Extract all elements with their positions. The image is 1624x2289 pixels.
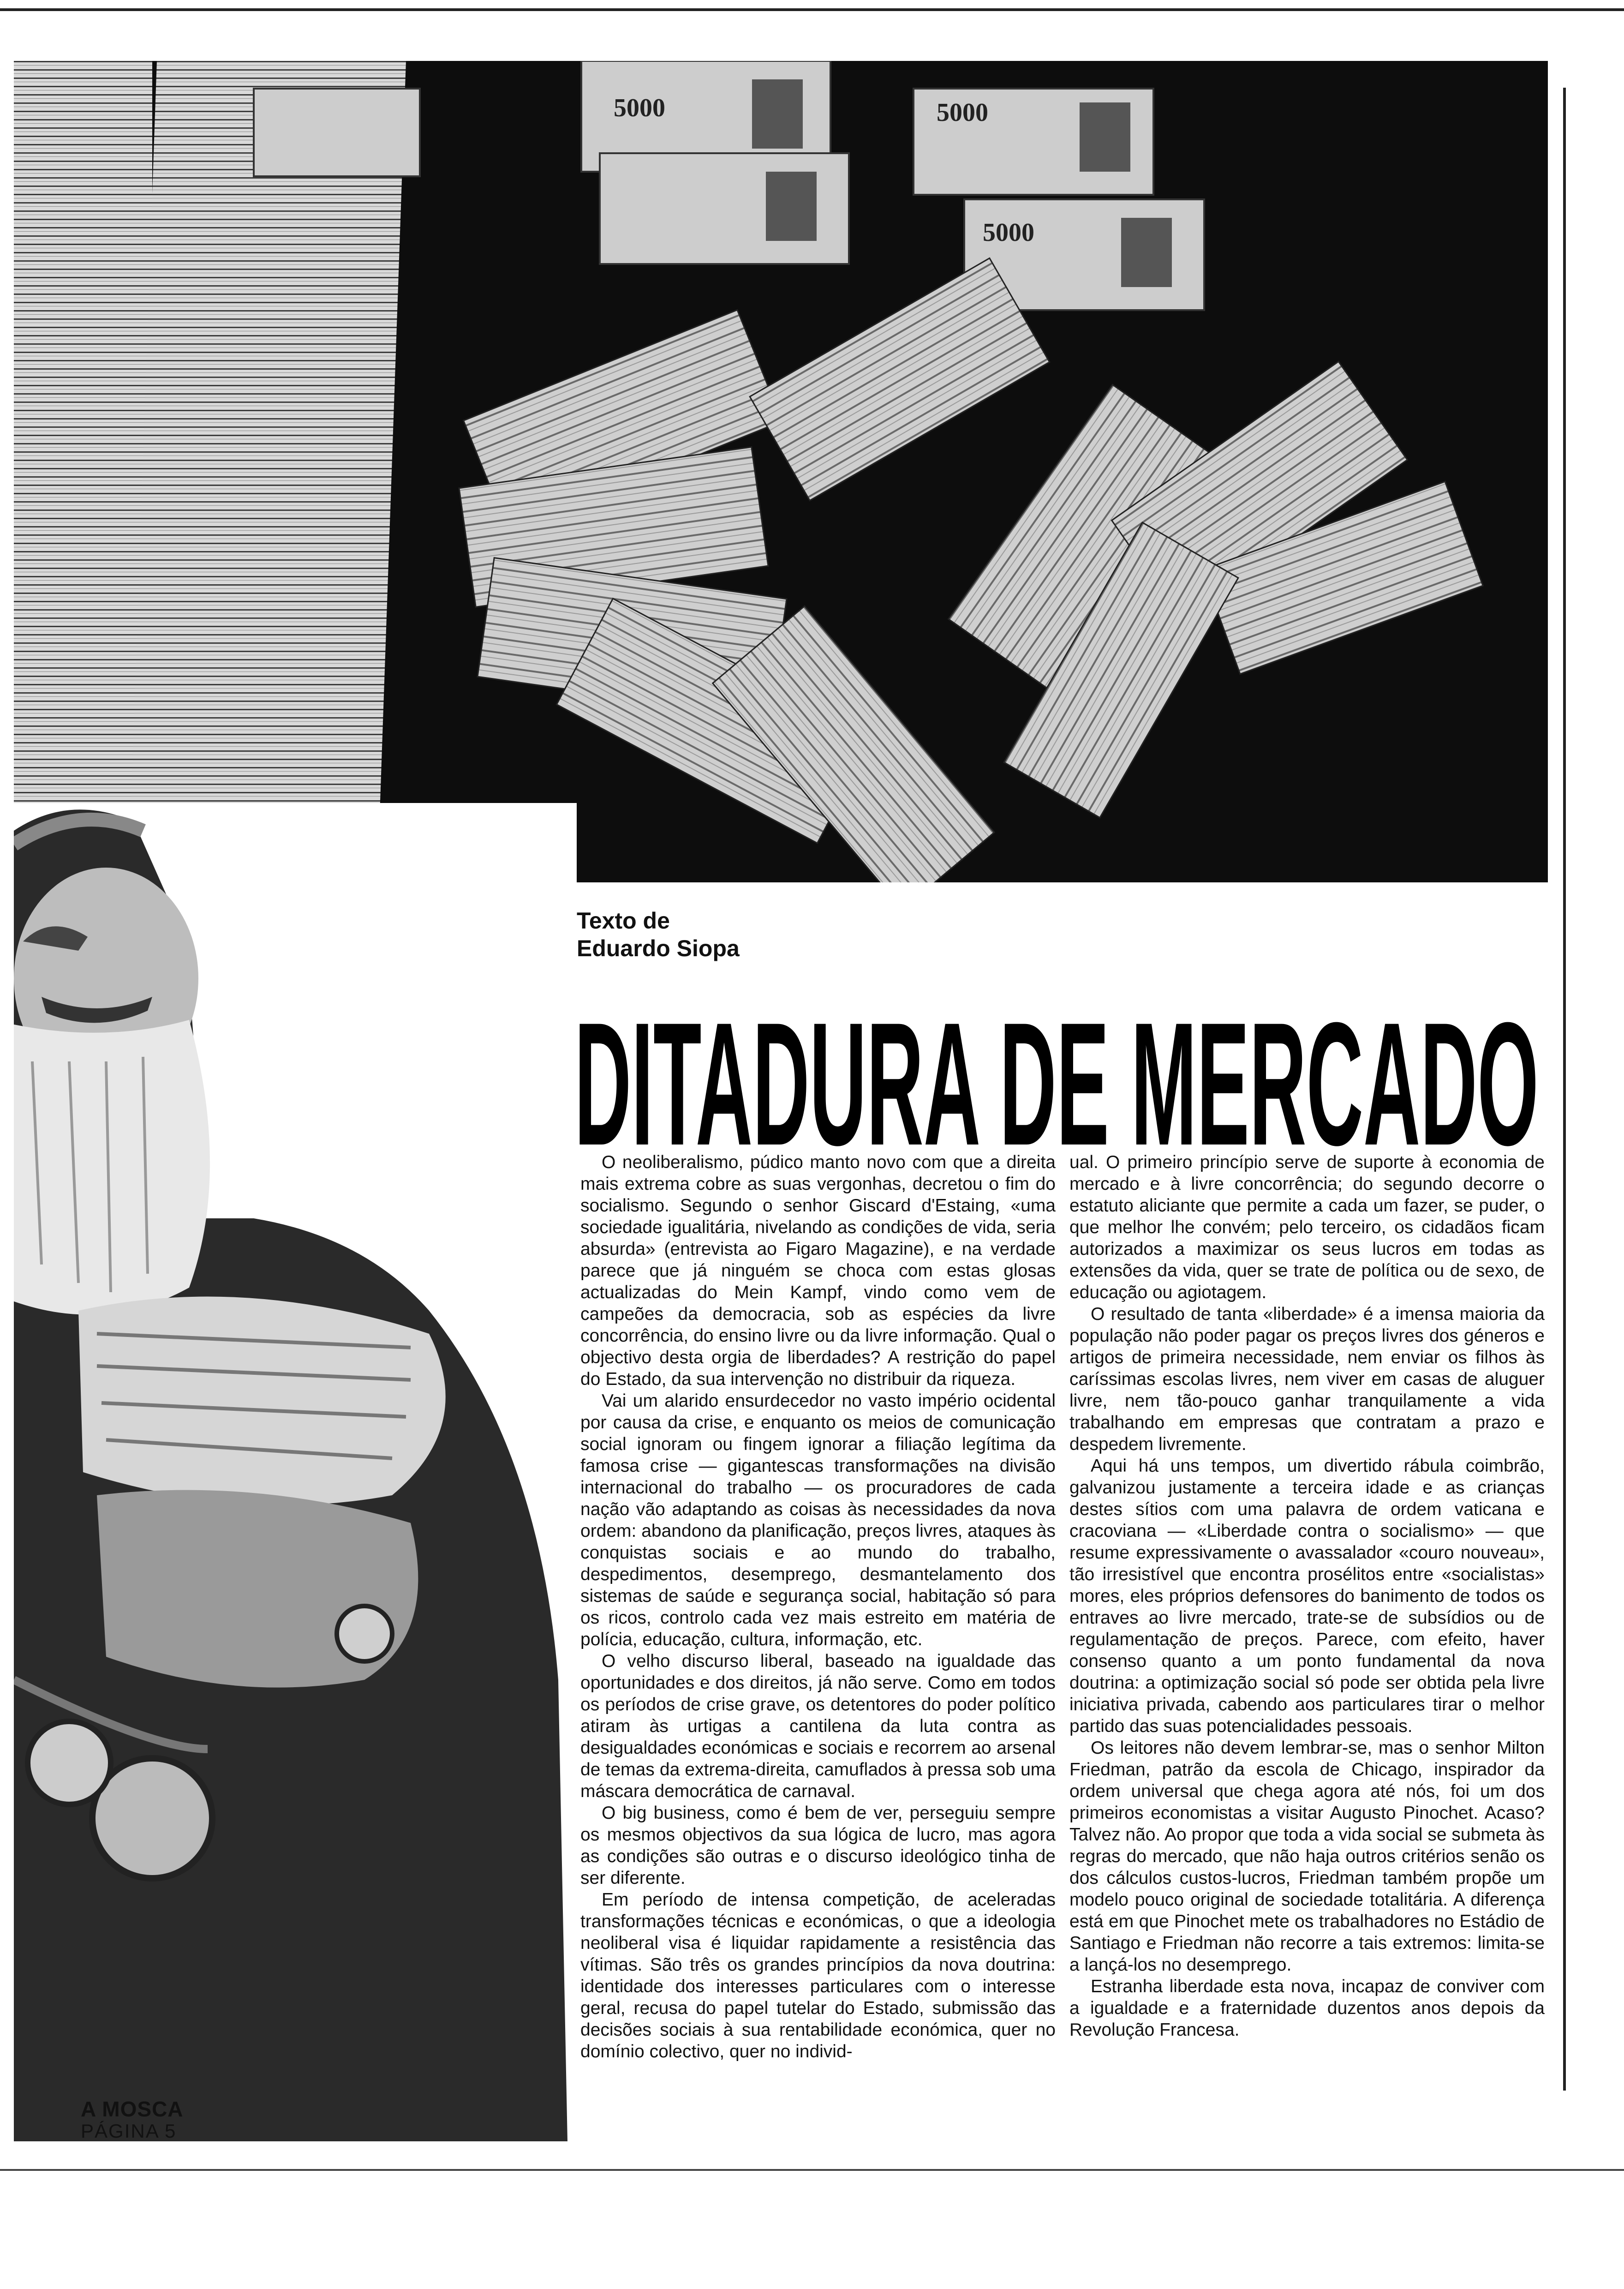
frame-rule-right <box>1563 88 1566 2091</box>
article-paragraph: O neoliberalismo, púdico manto novo com que a direita mais extrema cobre as suas vergonhas, decretou o fim do socialismo. Segundo o senhor Giscard d'Estaing, «uma sociedade igualitária, nivelando as condições de vida, seria absurda» (entrevista ao Figaro Magazine), e na verdade parece que já ninguém se choca com estas glosas actualizadas do Mein Kampf, vindo como vem de campeões da democracia, sob as espécies da livre concorrência, do ensino livre ou da livre informação. Qual o objectivo desta orgia de liberdades? A restrição do papel do Estado, da sua intervenção no distribuir da riqueza. <box>580 1152 1056 1389</box>
scan-border-top <box>0 8 1624 11</box>
article-paragraph: Vai um alarido ensurdecedor no vasto império ocidental por causa da crise, e enquanto os meios de comunicação social ignoram ou fingem ignorar a filiação legítima da famosa crise — gigantescas transformações na divisão internacional do trabalho — os procuradores de cada nação vão adaptando as coisas às necessidades da nova ordem: abandono da planificação, preços livres, ataques às conquistas sociais e ao mundo do trabalho, despedimentos, desemprego, desmantelamento dos sistemas de saúde e segurança social, habitação só para os ricos, controlo cada vez mais estreito em matéria de polícia, educação, cultura, informação, etc. <box>580 1391 1056 1649</box>
article-paragraph: Estranha liberdade esta nova, incapaz de conviver com a igualdade e a fraternidade duzentos anos depois da Revolução Francesa. <box>1069 1977 1545 2040</box>
svg-text:5000: 5000 <box>614 94 665 122</box>
banknotes-photo-icon <box>14 61 1548 882</box>
article-column-left <box>580 1151 1056 2062</box>
page-footer <box>81 2097 184 2142</box>
scan-border-bottom <box>0 2169 1624 2171</box>
article-headline <box>574 965 1543 1149</box>
article-paragraph: O velho discurso liberal, baseado na igualdade das oportunidades e dos direitos, já não serve. Como em todos os períodos de crise grave, os detentores do poder político atiram às urtigas a cantilena da luta contra as desigualdades económicas e sociais e recorrem ao arsenal de temas da extrema-direita, camuflados à pressa sob uma máscara democrática de carnaval. <box>580 1651 1056 1801</box>
publication-name: A MOSCA <box>81 2097 184 2121</box>
article-column-right <box>1069 1151 1545 2041</box>
article-paragraph: O big business, como é bem de ver, perseguiu sempre os mesmos objectivos da sua lógica de lucro, mas agora as condições são outras e o discurso ideológico tinha de ser diferente. <box>580 1803 1056 1888</box>
article-paragraph: O resultado de tanta «liberdade» é a imensa maioria da população não poder pagar os preços livres dos géneros e artigos de primeira necessidade, nem enviar os filhos às caríssimas escolas livres, nem viver em casas de aluguer livre, nem tão-pouco ganhar tranquilamente a vida trabalhando em empresas que contratam a prazo e despedem livremente. <box>1069 1304 1545 1454</box>
page-number: PÁGINA 5 <box>81 2120 177 2142</box>
byline-author: Eduardo Siopa <box>577 935 740 961</box>
article-paragraph: ual. O primeiro princípio serve de suporte à economia de mercado e à livre concorrência; do segundo decorre o estatuto aliciante que permite a cada um fazer, se puder, o que melhor lhe convém; pelo terceiro, os cidadãos ficam autorizados a maximizar os seus lucros em todas as extensões da vida, quer se trate de política ou de sexo, de educação ou agiotagem. <box>1069 1152 1545 1302</box>
byline-label: Texto de <box>577 908 670 934</box>
article-paragraph: Em período de intensa competição, de aceleradas transformações técnicas e económicas, o que a ideologia neoliberal visa é liquidar rapidamente a resistência das vítimas. São três os grandes princípios da nova doutrina: identidade dos interesses particulares com o interesse geral, recusa do papel tutelar do Estado, submissão das decisões sociais à sua rentabilidade económica, quer no domínio colectivo, quer no individ- <box>580 1890 1056 2061</box>
svg-text:5000: 5000 <box>937 98 988 127</box>
bearded-man-photo-icon <box>14 803 577 2141</box>
headline-text: DITADURA DE MERCADO <box>574 986 1539 1149</box>
article-paragraph: Os leitores não devem lembrar-se, mas o senhor Milton Friedman, patrão da escola de Chicago, inspirador da ordem universal que chega agora até nós, foi um dos primeiros economistas a visitar Augusto Pinochet. Acaso? Talvez não. Ao propor que toda a vida social se submeta às regras do mercado, que não haja outros critérios senão os dos cálculos custos-lucros, Friedman também propõe um modelo pouco original de sociedade totalitária. A diferença está em que Pinochet mete os trabalhadores no Estádio de Santiago e Friedman não recorre a tais extremos: limita-se a lançá-los no desemprego. <box>1069 1738 1545 1975</box>
byline <box>577 907 740 962</box>
svg-text:5000: 5000 <box>983 218 1034 247</box>
article-paragraph: Aqui há uns tempos, um divertido rábula coimbrão, galvanizou justamente a terceira idade e as crianças destes sítios com uma palavra de ordem vaticana e cracoviana — «Liberdade contra o socialismo» — que resume expressivamente o avassalador «couro nouveau», tão irresistível que encontra prosélitos entre «socialistas» mores, eles próprios defensores do banimento de todos os entraves ao livre mercado, trate-se de subsídios ou de regulamentação de preços. Parece, com efeito, haver consenso quanto a um ponto fundamental da nova doutrina: a optimização social só pode ser obtida pela livre iniciativa privada, cabendo aos particulares tirar o melhor partido das suas potencialidades pessoais. <box>1069 1456 1545 1736</box>
